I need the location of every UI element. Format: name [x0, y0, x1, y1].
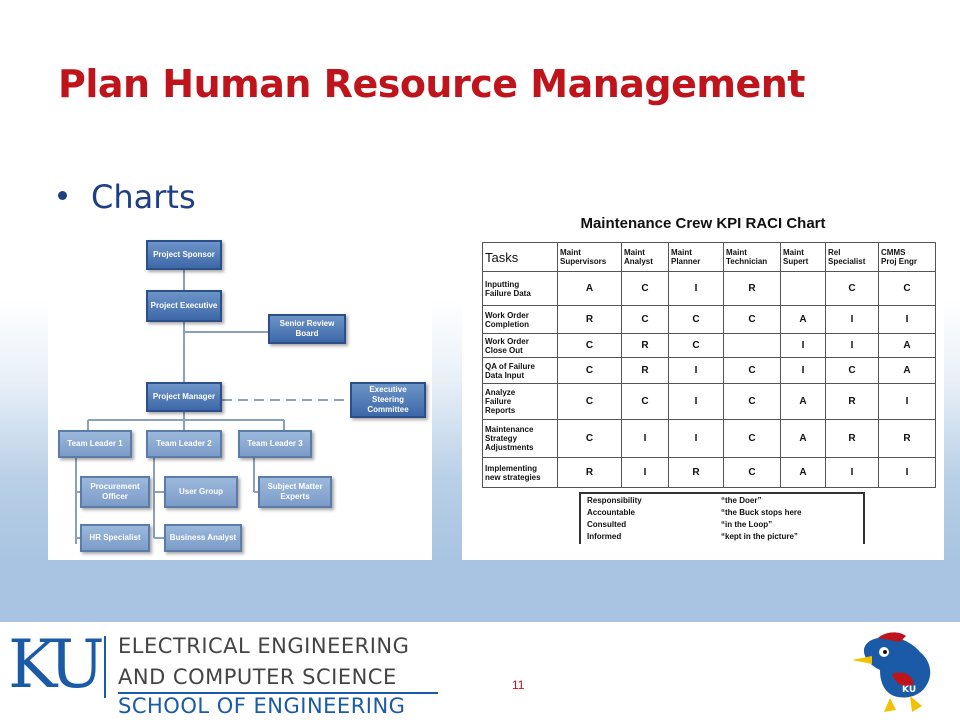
raci-cell: R [826, 384, 879, 420]
org-node-hr: HR Specialist [80, 524, 150, 552]
legend-row: Consulted “in the Loop” [587, 520, 773, 529]
raci-role-header: Maint Analyst [622, 243, 669, 272]
raci-role-header: Maint Supervisors [558, 243, 622, 272]
raci-cell: I [669, 384, 724, 420]
department-line-1: ELECTRICAL ENGINEERING [118, 634, 410, 658]
raci-cell: C [724, 358, 781, 384]
table-row [483, 384, 936, 420]
table-row [483, 420, 936, 458]
org-node-sponsor: Project Sponsor [146, 240, 222, 270]
raci-task-cell: QA of Failure Data Input [483, 358, 558, 384]
raci-cell: C [669, 306, 724, 334]
legend-row: Accountable “the Buck stops here [587, 508, 802, 517]
raci-role-header: Maint Supert [781, 243, 826, 272]
raci-cell: C [724, 306, 781, 334]
raci-cell: C [558, 358, 622, 384]
raci-cell: I [622, 420, 669, 458]
raci-role-header: CMMS Proj Engr [879, 243, 936, 272]
org-chart [48, 236, 432, 560]
school-name: SCHOOL OF ENGINEERING [118, 694, 406, 718]
bullet-item [58, 178, 196, 216]
raci-role-header: Maint Technician [724, 243, 781, 272]
raci-cell: I [669, 272, 724, 306]
svg-text:KU: KU [902, 685, 917, 695]
table-row [483, 334, 936, 358]
raci-task-cell: Work Order Close Out [483, 334, 558, 358]
org-node-review-board: Senior Review Board [268, 314, 346, 344]
raci-task-cell: Inputting Failure Data [483, 272, 558, 306]
raci-cell: I [826, 334, 879, 358]
raci-task-cell: Maintenance Strategy Adjustments [483, 420, 558, 458]
jayhawk-icon [850, 630, 946, 718]
org-node-business-analyst: Business Analyst [164, 524, 242, 552]
raci-cell: I [669, 420, 724, 458]
raci-cell: R [622, 334, 669, 358]
slide-title: Plan Human Resource Management [58, 62, 805, 106]
raci-cell: C [826, 272, 879, 306]
org-node-team-leader-2: Team Leader 2 [146, 430, 222, 458]
raci-tasks-header: Tasks [483, 243, 558, 272]
department-line-2: AND COMPUTER SCIENCE [118, 665, 397, 689]
raci-cell: R [826, 420, 879, 458]
bullet-dot-icon [58, 191, 67, 200]
raci-task-cell: Implementing new strategies [483, 458, 558, 488]
raci-cell: I [826, 458, 879, 488]
raci-role-header: Maint Planner [669, 243, 724, 272]
raci-cell: R [622, 358, 669, 384]
legend-row: Informed “kept in the picture” [587, 532, 798, 541]
raci-cell [781, 272, 826, 306]
raci-role-header: Rel Specialist [826, 243, 879, 272]
table-row [483, 272, 936, 306]
raci-cell: R [879, 420, 936, 458]
raci-cell: C [879, 272, 936, 306]
raci-cell: C [622, 272, 669, 306]
raci-cell: A [781, 306, 826, 334]
raci-cell: I [826, 306, 879, 334]
raci-cell: R [669, 458, 724, 488]
raci-title: Maintenance Crew KPI RACI Chart [580, 215, 826, 232]
raci-header-row [483, 243, 936, 272]
logo-divider [104, 636, 106, 698]
raci-cell: R [558, 306, 622, 334]
raci-cell: A [781, 458, 826, 488]
raci-cell: I [781, 334, 826, 358]
ku-logo: KU [8, 626, 99, 703]
org-node-executive: Project Executive [146, 290, 222, 322]
raci-cell: C [669, 334, 724, 358]
raci-cell: I [669, 358, 724, 384]
raci-cell: C [724, 458, 781, 488]
raci-cell: R [558, 458, 622, 488]
legend-row: Responsibility “the Doer” [587, 496, 762, 505]
table-row [483, 358, 936, 384]
raci-cell: C [826, 358, 879, 384]
raci-cell: I [879, 384, 936, 420]
raci-cell: C [558, 420, 622, 458]
raci-task-cell: Analyze Failure Reports [483, 384, 558, 420]
raci-legend [579, 492, 865, 544]
raci-cell [724, 334, 781, 358]
raci-cell: C [622, 384, 669, 420]
raci-cell: C [724, 384, 781, 420]
raci-cell: C [622, 306, 669, 334]
raci-cell: R [724, 272, 781, 306]
raci-cell: A [781, 384, 826, 420]
raci-cell: A [781, 420, 826, 458]
bullet-text: Charts [91, 178, 196, 216]
raci-cell: A [879, 358, 936, 384]
raci-cell: A [879, 334, 936, 358]
page-number: 11 [512, 678, 525, 692]
org-node-team-leader-3: Team Leader 3 [238, 430, 312, 458]
raci-cell: C [724, 420, 781, 458]
table-row [483, 306, 936, 334]
raci-cell: A [558, 272, 622, 306]
org-node-team-leader-1: Team Leader 1 [58, 430, 132, 458]
org-node-steering: Executive Steering Committee [350, 382, 426, 418]
raci-task-cell: Work Order Completion [483, 306, 558, 334]
raci-cell: C [558, 334, 622, 358]
raci-table [482, 242, 936, 488]
raci-cell: I [879, 306, 936, 334]
raci-chart [462, 212, 944, 560]
raci-cell: I [879, 458, 936, 488]
org-node-procurement: Procurement Officer [80, 476, 150, 508]
org-node-manager: Project Manager [146, 382, 222, 412]
raci-cell: I [622, 458, 669, 488]
org-node-sme: Subject Matter Experts [258, 476, 332, 508]
raci-cell: C [558, 384, 622, 420]
table-row [483, 458, 936, 488]
org-node-user-group: User Group [164, 476, 238, 508]
raci-cell: I [781, 358, 826, 384]
